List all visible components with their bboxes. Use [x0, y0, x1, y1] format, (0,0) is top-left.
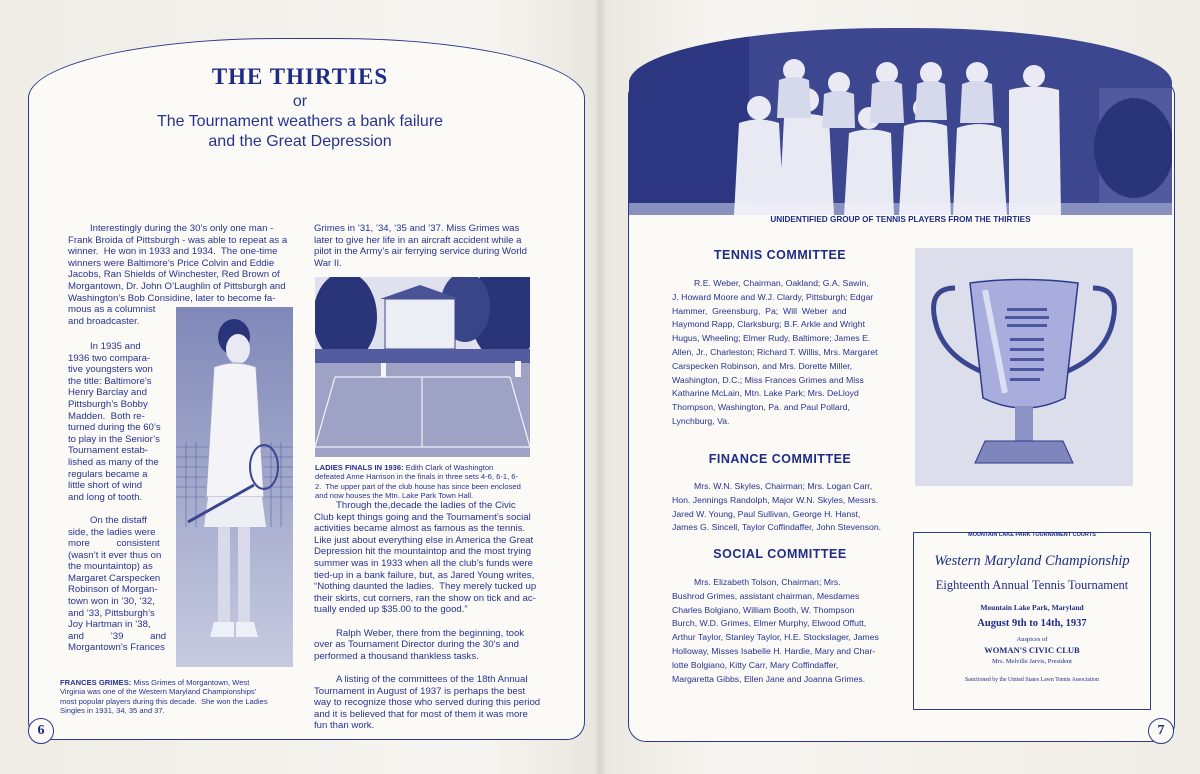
text-line: Mrs. Elizabeth Tolson, Chairman; Mrs. [694, 577, 841, 587]
tournament-program-card [913, 532, 1151, 710]
text-line: and it is believed that for most of them it was more [314, 708, 528, 720]
text-line: Holloway, Misses Isabelle H. Hardie, Mary and Char- [672, 645, 876, 656]
subtitle-line: or [292, 93, 308, 110]
caption-label: FRANCES GRIMES: [60, 678, 132, 687]
text-line: Through the,decade the ladies of the Civic [336, 500, 516, 511]
text-line: “Nothing daunted the ladies. They merely tucked up [314, 581, 537, 593]
text-line: winner. He won in 1933 and 1934. The one-time [68, 246, 278, 258]
text-line: fun than work. [314, 720, 375, 732]
caption-rest [60, 687, 305, 715]
text-line: Bushrod Grimes, assistant chairman, Mesdames [672, 590, 860, 601]
subtitle-line: The Tournament weathers a bank failure [156, 113, 444, 130]
text-line: Singles in 1931, 34, 35 and 37. [60, 706, 165, 716]
text-line: town won in ’30, ’32, [68, 596, 155, 608]
subtitle-line: and the Great Depression [208, 133, 392, 150]
text-line: Jared W. Young, Paul Sullivan, George H. Hanst, [672, 508, 861, 519]
page-number-right: 7 [1148, 718, 1174, 744]
text-line: Pittsburgh’s Bobby [68, 398, 148, 410]
text-line: tive youngsters won [68, 364, 153, 376]
text-line: Like just about everything else in America the Great [314, 534, 534, 546]
text-line: tually ended up $35.00 to the good.” [314, 604, 468, 616]
text-line: and now houses the Mtn. Lake Park Town Hall. [315, 491, 474, 501]
text-line: Margaret Carspecken [68, 572, 161, 584]
social-committee-heading: SOCIAL COMMITTEE [713, 547, 847, 561]
text-line: Depression hit the mountaintop and the most trying [314, 546, 532, 558]
text-line [68, 503, 173, 515]
page-title: THE THIRTIES [211, 64, 389, 89]
text-line: Hugus, Wheeling; Elmer Rudy, Baltimore; James E. [672, 333, 871, 344]
text-line: Carspecken Robinson, and Mrs. Dorette Miller, [672, 360, 853, 371]
group-photo [629, 28, 1172, 215]
text-line: Tournament in August of 1937 is perhaps the best [314, 685, 526, 697]
text-line: and long of tooth. [68, 491, 143, 503]
text-line: Joy Hartman in ’38, [68, 619, 151, 631]
text-line: over as Tournament Director during the 30’s and [314, 639, 519, 651]
text-line [314, 616, 534, 628]
text-line: their skirts, cut corners, ran the show on tick and ac- [314, 592, 536, 604]
text-line: activities became almost as famous as the tennis. [314, 523, 526, 535]
text-line: Thompson, Washington, Pa. and Paul Pollard, [672, 402, 850, 413]
text-line: Margaretta Gibbs, Ellen Jane and Joanna Grimes. [672, 673, 866, 684]
text-line: summer was in 1933 when all the club’s funds were [314, 557, 533, 569]
text-line: Hammer, Greensburg, Pa; Will Weber and [672, 305, 847, 316]
trophy-illustration [915, 248, 1133, 486]
card-auspices: Auspices of [1016, 636, 1048, 643]
caption-text: Miss Grimes of Morgantown, West [133, 678, 250, 687]
text-line: performed a thousand thankless tasks. [314, 650, 479, 662]
text-line: Henry Barclay and [68, 387, 147, 399]
caption-text: Edith Clark of Washington [405, 463, 494, 472]
frances-grimes-photo [176, 307, 293, 667]
caption-label: LADIES FINALS IN 1936: [315, 463, 404, 472]
tennis-committee-heading: TENNIS COMMITTEE [713, 248, 847, 262]
text-line: the mountaintop) as [68, 561, 153, 573]
text-line: Interestingly during the 30’s only one man - [90, 223, 274, 234]
text-line: Hon. Jennings Randolph, Major W.N. Skyles, Messrs. [672, 494, 879, 505]
article-col2-bottom [314, 500, 541, 732]
text-line: Burch, W.D. Grimes, Elmer Murphy, Elwood Offutt, [672, 618, 867, 629]
text-line: tied-up in a bank failure, but, as Jared Young writes, [314, 569, 535, 581]
text-line: Frank Broida of Pittsburgh - was able to repeat as a [68, 234, 288, 246]
text-line: Morgantown’s Frances [68, 642, 165, 654]
caption-rest [315, 472, 535, 500]
group-photo-illustration [629, 28, 1172, 215]
text-line: Tournament estab- [68, 445, 148, 457]
trophy-photo [915, 248, 1133, 486]
text-line: most popular players during this decade. She won the Ladies [60, 696, 268, 706]
text-line: turned during the 60’s [68, 422, 161, 434]
tennis-committee-text [672, 277, 900, 429]
text-line: Madden. Both re- [68, 410, 145, 422]
text-line: Jacobs, Ran Shields of Winchester, Red Brown of [68, 269, 280, 281]
text-line: and ’33, Pittsburgh’s [68, 607, 155, 619]
card-top-line: MOUNTAIN LAKE PARK TOURNAMENT COURTS [968, 532, 1096, 538]
caption-line [60, 678, 305, 687]
text-line: the title: Baltimore’s [68, 375, 152, 387]
text-line: winners were Baltimore’s Price Colvin and Eddie [68, 257, 275, 269]
text-line: little short of wind [68, 480, 143, 492]
text-line: R.E. Weber, Chairman, Oakland; G.A. Sawin, [694, 278, 869, 288]
text-line: Charles Bolgiano, William Booth, W. Thompson [672, 604, 855, 615]
text-line: On the distaff [90, 514, 147, 526]
ladies-finals-caption [315, 463, 535, 501]
finance-committee-text [672, 480, 900, 535]
text-line: Virginia was one of the Western Maryland Championships’ [60, 687, 257, 697]
card-sanction: Sanctioned by the United States Lawn Tennis Association [965, 677, 1099, 683]
text-line: Allen, Jr., Charleston; Richard T. Willis, Mrs. Margaret [672, 346, 878, 357]
text-line: mous as a columnist [68, 304, 156, 316]
text-line: lotte Bolgiano, Kitty Carr, Mary Coffindaffer, [672, 659, 839, 670]
text-line: J. Howard Moore and W.J. Clardy, Pittsburgh; Edgar [672, 291, 874, 302]
text-line: 1936 two compara- [68, 352, 151, 364]
text-line: Mrs. W.N. Skyles, Chairman; Mrs. Logan Carr, [694, 481, 873, 491]
text-line: Katharine McLain, Mtn. Lake Park; Mrs. DeLloyd [672, 388, 859, 399]
text-line: Lynchburg, Va. [672, 415, 730, 426]
text-line: to play in the Senior’s [68, 433, 160, 445]
card-club: WOMAN'S CIVIC CLUB [984, 645, 1080, 655]
card-dates: August 9th to 14th, 1937 [977, 618, 1087, 629]
page-number-left: 6 [28, 718, 54, 744]
card-location: Mountain Lake Park, Maryland [980, 603, 1084, 612]
caption-line [315, 463, 535, 472]
text-line: Grimes in ’31, ’34, ’35 and ’37. Miss Grimes was [314, 223, 520, 234]
text-line: Arthur Taylor, Stanley Taylor, H.E. Stockslager, James [672, 632, 879, 643]
text-line: Ralph Weber, there from the beginning, took [336, 627, 525, 639]
frances-grimes-illustration [176, 307, 293, 667]
text-line: more consistent [68, 538, 160, 550]
text-line: In 1935 and [90, 341, 141, 352]
text-line: side, the ladies were [68, 526, 156, 538]
text-line: Haymond Rapp, Clarksburg; B.F. Arkle and Wright [672, 319, 865, 330]
text-line [314, 662, 534, 674]
text-line: Washington, D.C.; Miss Frances Grimes and Miss [672, 374, 864, 385]
text-line: War II. [314, 257, 342, 269]
text-line: James G. Sincell, Taylor Coffindaffer, John Stevenson. [672, 522, 882, 533]
text-line: (wasn’t it ever thus on [68, 549, 162, 561]
text-line: Robinson of Morgan- [68, 584, 158, 596]
page-subtitle [100, 92, 500, 152]
finance-committee-heading: FINANCE COMMITTEE [708, 452, 852, 466]
tennis-court-illustration [315, 277, 530, 457]
text-line: Morgantown, Dr. John O’Laughlin of Pittsburgh and [68, 280, 286, 292]
card-president: Mrs. Melville Jarvis, President [992, 658, 1072, 665]
text-line: regulars became a [68, 468, 148, 480]
card-title: Western Maryland Championship [934, 553, 1130, 569]
text-line: later to give her life in an aircraft accident while a [314, 234, 522, 246]
text-line: 2. The upper part of the club house has since been enclosed [315, 481, 521, 491]
text-line: A listing of the committees of the 18th Annual [336, 673, 528, 685]
group-photo-caption: UNIDENTIFIED GROUP OF TENNIS PLAYERS FROM THE THIRTIES [770, 215, 1031, 224]
social-committee-text [672, 576, 900, 686]
text-line: way to recognize those who served during this period [314, 697, 541, 709]
text-line: and ’39 and [68, 630, 167, 642]
text-line: defeated Anne Harrison in the finals in three sets 4-6, 6-1, 6- [315, 472, 519, 482]
ladies-finals-photo [315, 277, 530, 457]
text-line: and broadcaster. [68, 315, 140, 327]
article-col2-top [314, 223, 534, 269]
article-col1-narrow [68, 341, 173, 654]
card-subtitle: Eighteenth Annual Tennis Tournament [935, 578, 1129, 592]
text-line: pilot in the Army’s air ferrying service during World [314, 246, 527, 258]
text-line: Washington’s Bob Considine, later to become fa- [68, 292, 276, 304]
text-line: Club kept things going and the Tournament’s social [314, 511, 531, 523]
frances-grimes-caption [60, 678, 305, 716]
text-line: lished as many of the [68, 456, 159, 468]
